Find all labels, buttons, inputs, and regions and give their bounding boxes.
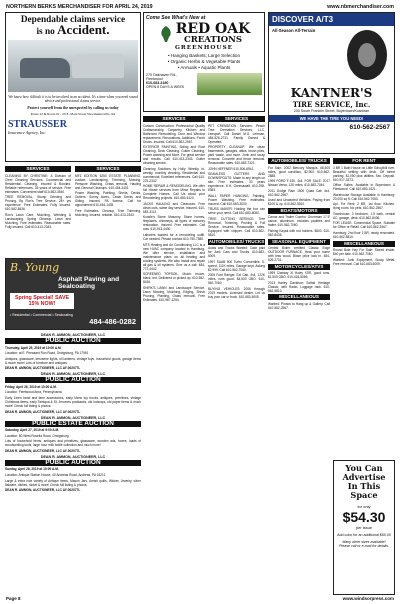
classified-ad: Wanted: Junk Equipment, Scrap Metal. Free removal. Call 610-683-6009. xyxy=(333,257,395,266)
auction-location: Location: 80 West Rosella Road, Orwigsburg xyxy=(5,433,69,438)
car-accident-photo xyxy=(8,40,138,92)
classified-ad: PET CREMATION Services: Peach Tree Cremation Services, LLC, Leesport. Call Daniel M.G. Lehman, 484-526-2731. Family Owned & Operated. xyxy=(208,123,265,144)
section-header-misc: MISCELLANEOUS xyxy=(333,241,395,247)
classified-ad: WALL PAPER HANGING, Painting, Power Washing. Free estimates. Insured. Call 610-683-3000. xyxy=(208,193,265,206)
red-oak-hours: OPEN 8 DAYS A WEEK xyxy=(146,85,185,90)
red-oak-address: 275 Oakhaven Rd., Fleetwood xyxy=(146,73,177,82)
classified-ad: Ron's Lawn Care, Mulching, Weeding & Landscaping. Spring Cleanup. Lawn and Mulching. Free estimates. Reasonable rates. Fully insured. Call 610-413-2343. xyxy=(5,212,71,229)
kantners-phone: 610-562-2567 xyxy=(349,124,390,131)
ad-address: Route 22 & Route 61 / 20 E. Main Street Shoemakersville, PA xyxy=(30,111,116,116)
auction-location: Location: at E. Pheasant Run Road, Orwigsburg, PA 17961 xyxy=(5,351,89,356)
classified-ad: BUYING VEHICLES: 2006 through 2019 models. Licensed dealer. Let us buy your car or truck. 610-683-5005. xyxy=(208,286,265,299)
auction-title: PUBLIC ESTATE AUCTION xyxy=(5,421,141,427)
page-number: Page 8 xyxy=(6,596,21,601)
greenhouse-photo xyxy=(197,73,262,95)
services-column-2 xyxy=(75,165,141,255)
section-header-for-rent: FOR RENT xyxy=(333,158,395,164)
auction-auctioneer: DEAN R. AMMON, AUCTIONEER, LLC xyxy=(40,454,106,459)
classified-ad: CLEANING BY CHRISTINE: A Division of Clem Cleaning Services. Commercial and Residential. Cleaning. Insured & Bonded. Reliable references. 35 years of service. Free estimates. Convenient staff 610-562-3540. xyxy=(5,173,71,194)
classified-ad: SHIRK'S LAWN and Landscape Service. Lawn Mowing, Mulching, Edging, Shrub Pruning, Planting, Grass removal. Free Estimates. 610-987-1254. xyxy=(143,285,205,302)
kantners-name: KANTNER'S xyxy=(290,86,373,100)
classified-ad: Canoe and Trailer Combo: Grumman 17.5' canoe, aluminum. Includes paddles and trailer. 610-562-7060. xyxy=(268,215,330,228)
auctions-column xyxy=(5,333,141,595)
asphalt-brand: B. Young xyxy=(10,261,60,274)
classified-ad: Custom Construction: Professional Quality Craftsmanship, Carpentry, Kitchen and Bathroom Remodeling, Door and Window replacement, Renovations, Additions, Porch Decks. Insured. Call 610-562-2567. xyxy=(143,123,205,144)
red-oak-name-2: CREATIONS xyxy=(183,35,243,45)
classified-ad: HOME REPAIR & REMODELING. We offer full House services from Minor Repairs to Complete Homes. Call Us about your Remodeling projects. 610-683-6120. xyxy=(143,184,205,201)
kantners-address: 230 South Franklin Street, Boyertown/Kutztown xyxy=(293,109,370,113)
advertise-color-note: Add color for an additional $50.00 xyxy=(337,533,391,537)
classified-ad: Hamburg: 2nd floor 1 BR, newly renovated. 610-562-5810. xyxy=(333,231,395,240)
auction-date: Friday, April 26, 2019 at 10:00 A.M. xyxy=(5,384,57,389)
classified-ad: JACKS HAULING and Cleanouts. Free clean outs, same day service. Insured. 610-683-3113 xyxy=(143,201,205,214)
auction-contact: DEAN R. AMMON, AUCTIONEER, LLC AY-002077L xyxy=(5,409,81,414)
advertise-per: per issue xyxy=(355,525,373,530)
classified-ad: Office Suites: Available in Boyertown & Fleetwood. Call 610-683-1021. xyxy=(333,183,395,192)
classified-ad: 2011 Dodge Ram 1500 Quad Cab 4x4. 610-562-2567. xyxy=(268,188,330,197)
classified-ad: Autos and Trucks Wanted: Cash paid for Junk Cars and Trucks. 610-683-6009. xyxy=(208,246,265,259)
services-column-1 xyxy=(5,165,71,255)
asphalt-ad xyxy=(5,258,141,330)
auction-title: PUBLIC AUCTION xyxy=(5,338,141,344)
services-column-4 xyxy=(208,115,265,595)
auction-body: Lots of household items, antiques and primitives, glassware, wooden ads, boxes, loads of woodworking tools, large hour milk bottle collection and much more! xyxy=(5,439,141,448)
ad-body: We know how difficult it is to be involved in an accident. It's a time when you need sound advice and professional claims service. xyxy=(8,95,138,104)
classified-ad: 1997 SAAB 900 Turbo Convertible. 5-speed, 111K miles. Garage kept. Asking $2,999. Call 610-562-7060. xyxy=(208,259,265,272)
kantners-tire-ad xyxy=(268,12,395,154)
strausser-sub: Insurance Agency, Inc. xyxy=(8,129,47,135)
classified-ad: Townhouse: 3 bedroom, 1.5 bath, central AC, garage, deck. 610-562-8436. xyxy=(333,211,395,220)
classified-ad: Central Boiler certified Classic Edge OUTDOOR FURNACE. Heat your home with less wood. Blose price lock in. 484-526-2731. xyxy=(268,246,330,263)
classified-ad: SCREENED TOPSOIL, Mulch: brown, black, red. Delivered or picked up. 610-562-8436. xyxy=(143,272,205,285)
ad-headline-1: Dependable claims service xyxy=(20,15,126,25)
advertise-sizes-note: Many other sizes available! Please call or e-mail for details. xyxy=(339,540,389,548)
asphalt-phone: 484-486-0282 xyxy=(89,317,136,326)
section-header-services: SERVICES xyxy=(75,166,141,172)
auction-auctioneer: DEAN R. AMMON, AUCTIONEER, LLC xyxy=(40,415,106,420)
classified-ad: TREE CUTTING SERVICE: Tree Removal, Trimming, Pruning & Full Service. Insured. Reasonable rates. Equipped with chipper. Call 610-562-5810. xyxy=(208,217,265,238)
tire-icon xyxy=(343,28,391,82)
classified-ad: SEAMLESS GUTTERS AND DOWNSPOUTS: Made to any length on site. Free estimates. 30 years experience. K.H. Greenawalt, 610-298-8383. xyxy=(208,172,265,193)
auction-block xyxy=(5,416,141,453)
classified-ad: FOR LEASE: Commercial Space. Suitable for Office or Retail. Call 610-562-2567. xyxy=(333,221,395,230)
classified-ad: Apt. For Rent: 2 BR, 1st floor. Kitchen, living room. No pets. 610-562-2567. xyxy=(333,202,395,211)
ad-headline-2: is no Accident. xyxy=(36,22,110,37)
strausser-ad xyxy=(5,12,141,162)
ad-protect: Protect yourself from the unexpected by calling us today xyxy=(27,105,119,110)
classified-ad: 2013 Harley Davidson Softail Heritage Classic, with Radio, Luggage rack. 610-562-5810. xyxy=(268,280,330,293)
classified-ad: Cleaning Solutions by Holly. Weekly, bi-weekly, monthly cleaning. Residential and commercial. Excellent references. Call 610-223-2342 xyxy=(143,166,205,183)
strausser-logo: STRAUSSER xyxy=(8,118,67,130)
asphalt-promo: Spring Special! SAVE 15% NOW! xyxy=(10,293,74,309)
classified-ad: Laborers wanted for a remodeling outfit. Car needed. Please contact 610-750-7580. xyxy=(143,233,205,242)
classified-ad: Warehouse Storage Available in Hamburg: 20,000 sq ft. Call 610-562-7060. xyxy=(333,192,395,201)
auction-body: Early Linen hand and farm accessories, early Manx toy trucks, antiques, primitives, vintage Christmas items, early Tamiqua & St. Jeromes postbacks, old hubcaps, old paper items & much more! Check full listing & photos. xyxy=(5,395,141,408)
classified-ad: Free Estimates. Cleanup, Tree Trimming, Mulching. Insured, reliable. 610-413-2343. xyxy=(75,208,141,217)
kantners-name-2: TIRE SERVICE, Inc. xyxy=(292,100,371,109)
advertise-title: You Can Advertise In This Space xyxy=(342,463,386,500)
page-header-left: NORTHERN BERKS MERCHANDISER FOR APRIL 24, 2019 xyxy=(6,4,153,10)
classified-ad: Power Washing, Painting, Sheds, Decks, Gutters. Sunny Acres, Cedar Decks and Siding. Insured, PA license. Call for appointment 610-454-1435 xyxy=(75,191,141,208)
auction-auctioneer: DEAN R. AMMON, AUCTIONEER, LLC xyxy=(40,372,106,377)
classified-ad: TREE REMOVAL, Stump Grinding and Pruning. By Ron's Tree Service. 28+ yrs experience. Free Estimates. Fully insured. 610-562-8436. xyxy=(5,195,71,212)
red-oak-phone: 610-683-3180 xyxy=(146,81,169,86)
red-oak-slogan: Come See What's New at xyxy=(146,15,206,21)
advertise-here-ad xyxy=(333,460,395,595)
section-header-services: SERVICES xyxy=(143,116,205,122)
classified-ad: PROPERTY CLEANUP: We clean basements, garages, attics, brush piles, yard waste, and more. Junk and scrap removal. Concrete and fence removal. Reasonable rates. 610-683-7321. xyxy=(208,145,265,166)
footer-url: www.windsorpress.com xyxy=(342,596,394,601)
classified-ad: Round Bale Hay For Sale: Stored inside. $40 per bale. 610-562-7060. xyxy=(333,248,395,257)
auction-body: Antiques, glassware, kerosene lights, oil lanterns, vintage toys, household goods, garage items & much more! Lots of furniture and antiques. xyxy=(5,356,141,365)
classified-ad: Kunkle's Stone Masonry. Stone homes, fireplaces, chimneys, all types of masonry restoration. Insured. Free estimates. Call now. 610-913-4430. xyxy=(143,215,205,232)
auction-location: Location: Antique Station House, 40 Andreas Road, Andreas, PA 18211 xyxy=(5,472,106,477)
auction-auctioneer: DEAN R. AMMON, AUCTIONEER, LLC xyxy=(40,333,106,337)
classified-ad: MTS Heating and Air Conditioning LLC is a new HVAC company located in Hamburg. We offer service, installation and maintenance plans on all heating and cooling systems. We also install and repair all gas & oil systems. Give us a call: 484-772-4442. xyxy=(143,242,205,271)
auction-date: Saturday, April 27, 2019 at 9:00 A.M. xyxy=(5,428,60,433)
auction-contact: DEAN R. AMMON, AUCTIONEER, LLC AY-002077L xyxy=(5,448,81,453)
classified-ad: For Sale: 2002 Mercury Marquis, 68,500 miles, good condition, $2,900. 610-562-2888. xyxy=(268,165,330,178)
classified-ad: 1999 Ciabsay Xl Holey XSR, good runs. $1,500 OBO. 610-416-5066. xyxy=(268,271,330,280)
red-oak-name: RED OAK xyxy=(175,21,251,37)
auction-title: PUBLIC AUCTION xyxy=(5,377,141,383)
auction-contact: DEAN R. AMMON, AUCTIONEER, LLC AY-002077L xyxy=(5,488,81,493)
advertise-price-lead: for only xyxy=(357,504,371,509)
red-oak-item: • Annuals • Aquatic Plants xyxy=(177,64,231,70)
section-header-autos: AUTOMOBILES/ TRUCKS xyxy=(208,238,265,244)
page-header-right: www.nbmerchandiser.com xyxy=(327,4,394,10)
section-header-autos: AUTOMOBILES/ TRUCKS xyxy=(268,158,330,164)
classified-ad: 1999 FORD F-150, 4x4. FOR SALE: 2017 Nissan Versa, 12K miles. 610-683-7044. xyxy=(268,179,330,188)
classified-ad: TRUSS MAKER: Holding the box can serve your need. Call 610-683-8080. xyxy=(208,207,265,216)
oak-leaf-icon xyxy=(158,25,174,43)
section-header-motorcycles: MOTORCYCLES/ATVS xyxy=(268,264,330,270)
auction-contact: DEAN R. AMMON, AUCTIONEER, LLC AY-002077L xyxy=(5,366,81,371)
classified-ad: Fishing Kayak with rod holders. $600. 610-562-8436. xyxy=(268,228,330,237)
asphalt-title: Asphalt Paving and Sealcoating xyxy=(58,276,120,290)
discover-title: DISCOVER A/T3 xyxy=(269,13,394,26)
auction-block xyxy=(5,455,141,492)
classified-ad: Used and Unwanted Vehicles. Paying from $100 & up. 610-562-5810. xyxy=(268,198,330,207)
red-oak-item: • Organic Herbs & Vegetable Plants xyxy=(167,58,241,64)
classified-ad: 2005 Ford Ranger. Ext Cab, 4x4, 122K miles, runs good. $4,500 OBO. 610-562-7060. xyxy=(208,273,265,286)
section-header-services: SERVICES xyxy=(208,116,265,122)
auction-title: PUBLIC AUCTION xyxy=(5,460,141,466)
kantners-banner: WE HAVE THE TIRE YOU NEED! xyxy=(269,115,394,122)
for-rent-column xyxy=(333,157,395,457)
auction-block xyxy=(5,372,141,413)
classified-ad: JOHN HEFFNER 610-506-6941. xyxy=(208,166,255,171)
red-oak-ad xyxy=(143,12,265,112)
auction-location: Location: Fleetwood Area, Pennsylvania xyxy=(5,390,62,395)
classified-ad: MFZ EDITION 5250 ESTATE PLANNING, custom. Landscaping, Trimming, Mowing, Pressure Washing, Grass removal, Hauling and General Cleanups. 610-454-3401 xyxy=(75,173,141,190)
section-header-services: SERVICES xyxy=(5,166,71,172)
auction-date: Thursday, April 25, 2019 at 10:00 A.M. xyxy=(5,345,62,350)
asphalt-services: • Residential • Commercial • Sealcoating xyxy=(10,313,73,317)
auction-date: Sunday, April 28, 2019 at 10:00 A.M. xyxy=(5,467,59,472)
classified-ad: Wanted: Photos to Hang up & Gallery. Call 610-562-2567. xyxy=(268,301,330,310)
section-header-misc: MISCELLANEOUS xyxy=(268,294,330,300)
discover-tagline: All-Season All-Terrain xyxy=(272,28,316,33)
section-header-seasonal: SEASONAL EQUIPMENT xyxy=(268,239,330,245)
classified-ad: EXTERIOR PAINTING, Siding and Roof Cleaning, Deck Cleaning, Gutter Cleaning, Power washing and More. For great service and results. Call 610-413-2343. Gutter cleaning service. xyxy=(143,145,205,166)
section-header-boats: BOATS/MOTORS xyxy=(268,208,330,214)
advertise-price: $54.30 xyxy=(342,509,386,525)
red-oak-item: • Hanging Baskets; Large Selection xyxy=(167,53,241,58)
services-column-3 xyxy=(143,115,205,595)
classified-ad: 3 BR 1 Bath House on Little Schuylkill river. Beautiful setting with deck. Off street parking. $1,050 plus utilities. Sec. Deposit. 610-917-3373. xyxy=(333,165,395,182)
auction-body: Large & extra nice variety of Antique items, Mason Jars, Amish quilts, Wicker, Jewelry, silver flatware, dishes, nickel & more! Check full listing & photos. xyxy=(5,478,141,487)
auction-block xyxy=(5,333,141,370)
red-oak-greenhouse: GREENHOUSE xyxy=(174,45,234,51)
autos-column-5 xyxy=(268,157,330,595)
